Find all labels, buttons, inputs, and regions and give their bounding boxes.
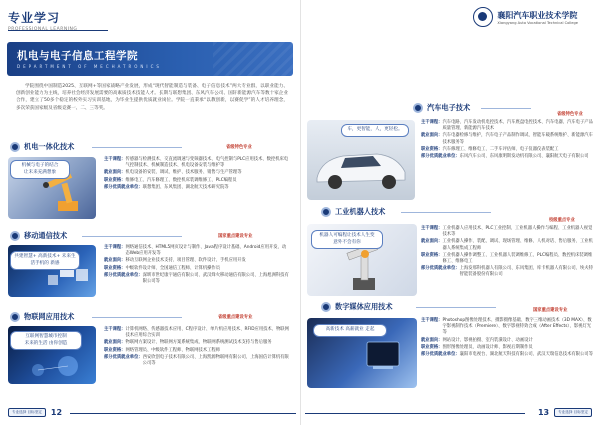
page-number: 13 [537, 407, 550, 417]
row-key: 主干课程： [104, 327, 126, 332]
detail-row [104, 178, 290, 184]
banner-title: 机电与电子信息工程学院 [17, 50, 138, 62]
detail-row [421, 345, 593, 351]
section-heading [321, 302, 393, 312]
row-key: 职业资格： [421, 252, 443, 258]
section-details [421, 120, 593, 161]
row-value: 维修电工、汽车修理工、数控机床装调维修工、PLC编程员 [125, 177, 237, 183]
section-header [8, 9, 77, 32]
section-divider [82, 236, 182, 237]
detail-row [104, 348, 290, 354]
section-bullet-icon [321, 207, 331, 217]
row-value: 网络管理员、中级软件工程师、物联网技术工程师 [125, 347, 221, 353]
detail-row [104, 355, 290, 367]
section-heading [321, 207, 385, 217]
section-title: 机电一体化技术 [24, 142, 75, 151]
detail-row [421, 120, 593, 132]
row-value: 工业机器人应用技术、PLC工业控制、工业机器人操作与编程、工业机器人视觉技术等 [442, 226, 593, 238]
row-key: 就业面向： [104, 258, 126, 264]
section-title: 汽车电子技术 [427, 103, 471, 112]
detail-row [421, 226, 593, 238]
section-divider [401, 212, 491, 213]
section-divider [416, 307, 496, 308]
row-value: 工业机器人操作、装配、调试、现场管理、维修、人机对话、售后服务、工业机器人系统集成工程师 [442, 239, 593, 251]
row-key: 就业面向： [104, 170, 126, 176]
detail-row [421, 338, 593, 344]
row-key: 就业面向： [104, 340, 126, 346]
right-page [300, 0, 600, 425]
section-divider [481, 108, 531, 109]
row-key: 主干课程： [421, 120, 443, 125]
section-tag: 国家重点建设专业 [533, 308, 568, 313]
row-key: 职业资格： [421, 344, 443, 350]
row-value: 传感器与检测技术、交直流调速与变频器技术、电气控制与PLC应用技术、数控机床电气控制技术、机械制造技术、机电设备安装与维护等 [125, 157, 289, 169]
section-slogan: 共建智慧+ 高新技术+ 未来生活手机的 新感 [10, 251, 80, 270]
row-value: 计算机网络、传感器技术应用、C程序设计、单片机应用技术、RFID应用技术、物联网技术应用综合实训 [125, 327, 289, 339]
section-divider [92, 317, 182, 318]
row-key: 职业资格： [421, 146, 443, 152]
detail-row [104, 245, 290, 257]
page-number: 12 [50, 407, 63, 417]
row-value: 移动互联网企业技术支持、项目管理、软件设计、手机应用开发 [125, 258, 246, 264]
row-value: 网站设计、影视拍摄、室内装潢设计、动画设计 [442, 337, 533, 343]
row-value: 汽车电器检修与维护，汽车电子产品制作调试、智能车载系统维护、新能源汽车技术服务等 [442, 133, 593, 145]
header-divider [8, 30, 108, 31]
section-bullet-icon [413, 103, 423, 113]
row-value: 汽车电路、汽车发动机电控技术、汽车底盘电控技术、汽车电器、汽车电子产品质量管理、新能源汽车技术 [442, 120, 593, 132]
college-emblem-icon [473, 7, 493, 27]
detail-row [421, 239, 593, 251]
row-key: 职业资格： [104, 265, 126, 271]
row-key: 部分优质就业单位： [421, 352, 460, 358]
section-heading [413, 103, 470, 113]
row-value: 深圳市世纪康宇通信有限公司、武汉烽火移动通信有限公司、上海旭洲科技有限公司等 [142, 272, 289, 285]
college-banner [7, 42, 293, 76]
section-details [104, 245, 290, 286]
section-slogan: 高新技术 高薪就业 走起 [313, 324, 387, 337]
section-details [104, 327, 290, 368]
row-key: 部分优质就业单位： [421, 266, 460, 272]
row-value: Photoshop图像处理技术、摄影摄像基础、数字三维动画技术（3D MAX）、数字影视制作技术（Premiere）、数字影视特效合成（After Effects）、影视灯光等 [442, 318, 592, 336]
row-value: 襄阳市电视台、湖北航天科技有限公司、武汉天瑞信息技术有限公司等 [459, 352, 593, 358]
footer-line [70, 413, 296, 414]
detail-row [421, 266, 593, 278]
row-key: 主干课程： [421, 226, 443, 231]
banner-decoration [213, 42, 293, 76]
detail-row [104, 327, 290, 339]
row-value: 物联网方案设计、物联网方案系统集成、物联网系统测试技术支持与售后服务 [125, 340, 272, 346]
row-key: 就业面向： [421, 239, 443, 245]
section-tag: 国家重点建设专业 [218, 234, 253, 239]
page-footer [8, 407, 67, 417]
row-key: 就业面向： [421, 133, 443, 139]
detail-row [104, 258, 290, 264]
detail-row [104, 185, 290, 191]
row-value: 工业机器人操作调整工、工业机器人装调维修工、PLC编程员、数控机床装调维修工、维修电工 [442, 252, 593, 265]
row-key: 主干课程： [104, 157, 126, 162]
section-bullet-icon [10, 142, 20, 152]
section-tag: 校级重点专业 [549, 218, 575, 223]
section-tag: 省级特色专业 [226, 145, 252, 150]
section-title: 数字媒体应用技术 [335, 302, 393, 311]
section-slogan: 机器人可编程让技术人生变 意外不会有你 [311, 230, 383, 249]
section-bullet-icon [10, 231, 20, 241]
banner-subtitle: DEPARTMENT OF MECHATRONICS [17, 64, 162, 69]
detail-row [104, 340, 290, 346]
detail-row [104, 170, 290, 176]
row-value: 东风汽车公司、东风康明斯发动机有限公司、襄阳航天电子有限公司 [459, 154, 589, 160]
section-heading [10, 142, 74, 152]
row-key: 部分优质就业单位： [104, 272, 143, 278]
logo-name-en: Xiangyang Auto Vocational Technical College [497, 20, 578, 25]
detail-row [421, 253, 593, 265]
row-value: 上海发那科机器人有限公司、东风集团、库卡机器人有限公司、埃夫特智能装备股份有限公司 [459, 266, 593, 278]
college-logo [473, 7, 578, 27]
row-key: 职业资格： [104, 177, 126, 183]
row-key: 就业面向： [421, 337, 443, 343]
row-value: 联想集团、东风集团、湖北航天技术研究院等 [142, 184, 229, 190]
row-value: 中级软件设计师、全国通信工程师、计算机操作员 [125, 265, 221, 271]
detail-row [421, 352, 593, 358]
logo-text [497, 10, 578, 25]
section-details [421, 226, 593, 280]
detail-row [421, 133, 593, 145]
section-slogan: 车，更智能，人，更轻松。 [341, 124, 409, 137]
footer-label: 专业选择 目标坚定 [554, 408, 592, 417]
detail-row [104, 266, 290, 272]
section-slogan: 机械与电子的结合 让未来充满想象 [10, 160, 70, 179]
row-value: 西安欣创电子技术有限公司、上海凯源物联网有限公司、上海国信计算机有限公司等 [142, 354, 289, 367]
row-value: 网络通信技术、HTML5网页设计与制作、Java程序设计基础、Android应用开发、动态Web应用开发等 [125, 245, 287, 257]
footer-line [305, 413, 525, 414]
section-title: 物联网应用技术 [24, 312, 75, 321]
detail-row [421, 318, 593, 337]
row-key: 职业资格： [104, 347, 126, 353]
section-title: 工业机器人技术 [335, 207, 386, 216]
row-key: 部分优质就业单位： [104, 354, 143, 360]
row-key: 部分优质就业单位： [421, 154, 460, 160]
row-key: 主干课程： [421, 318, 443, 323]
detail-row [421, 154, 593, 160]
footer-label: 专业选择 目标坚定 [8, 408, 46, 417]
row-value: 汽车修理工、维修电工、二手车评估师、电子仪器仪表装配工 [442, 146, 559, 152]
section-tag: 省级重点建设专业 [218, 315, 253, 320]
detail-row [104, 273, 290, 285]
section-slogan: 互联网智慧城市控制 未来的生活 由你创造 [10, 331, 82, 350]
section-details [104, 157, 290, 192]
section-divider [92, 147, 182, 148]
intro-paragraph: 学院围绕中国制造2025、互联网+等国家战略产业发展，形成“现代智能制造与装备、电子信息技术”两大专业群，以职业能力、创新创业能力为主线，培养社会经济发展需要的高素质技术技能人才。长期与联想集团、东风汽车公司、国轩新能源汽车等数十家企业合作，建立了50多个稳定的校外实习实训基地，为毕业生提供优质就业岗位。学院一直秉承“以教创新，以赛促学”的人才培养理念，多次荣获国家级及省级竞赛一、二、三等奖。 [16, 84, 288, 111]
section-title: 移动通信技术 [24, 231, 68, 240]
section-details [421, 318, 593, 359]
detail-row [104, 157, 290, 169]
section-bullet-icon [10, 312, 20, 322]
section-bullet-icon [321, 302, 331, 312]
header-title: 专业学习 [8, 11, 61, 25]
detail-row [421, 147, 593, 153]
row-value: 机电设备的安装、调试、维护、技术服务、销售与生产管理等 [125, 170, 242, 176]
page-footer [533, 407, 592, 417]
section-tag: 省级特色专业 [557, 112, 583, 117]
row-key: 主干课程： [104, 245, 126, 250]
logo-name-cn: 襄阳汽车职业技术学院 [497, 10, 578, 20]
row-value: 图形图像处理员、动画设计师、影视后期制作员 [442, 344, 533, 350]
row-key: 部分优质就业单位： [104, 184, 143, 190]
section-heading [10, 231, 67, 241]
section-heading [10, 312, 74, 322]
